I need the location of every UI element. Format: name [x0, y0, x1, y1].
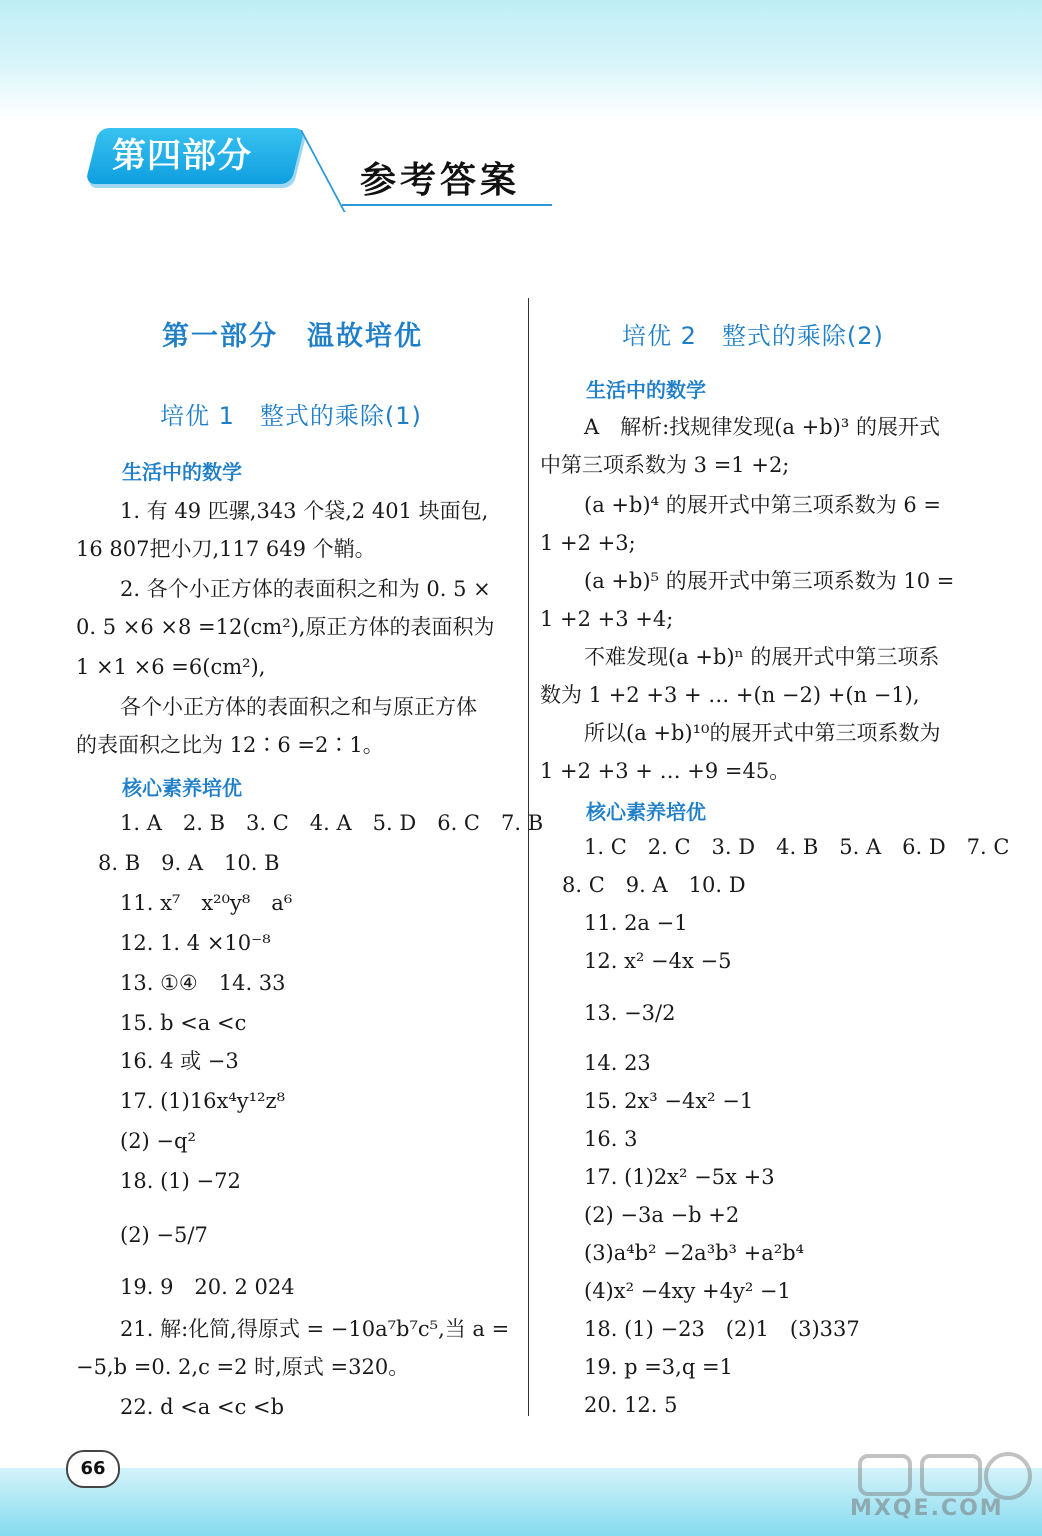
answer-line: (a +b)⁴ 的展开式中第三项系数为 6 = — [584, 493, 942, 517]
answer-line: −5,b =0. 2,c =2 时,原式 =320。 — [76, 1355, 410, 1379]
answer-line: 的表面积之比为 12∶6 =2∶1。 — [76, 733, 384, 757]
left-lesson-title: 培优 1 整式的乘除(1) — [160, 402, 422, 430]
answer-line: 0. 5 ×6 ×8 =12(cm²),原正方体的表面积为 — [76, 615, 495, 639]
title-divider-slash — [300, 130, 346, 212]
answer-line: 18. (1) −23 (2)1 (3)337 — [584, 1317, 860, 1341]
left-subheading-core: 核心素养培优 — [122, 776, 242, 800]
answer-line: 13. −3/2 — [584, 1001, 676, 1025]
answer-line: 19. p =3,q =1 — [584, 1355, 733, 1379]
answer-line: (4)x² −4xy +4y² −1 — [584, 1279, 791, 1303]
answer-line: 12. 1. 4 ×10⁻⁸ — [120, 931, 271, 955]
answer-line: 1. 有 49 匹骡,343 个袋,2 401 块面包, — [120, 499, 489, 523]
right-subheading-core: 核心素养培优 — [586, 800, 706, 824]
answer-line: 11. x⁷ x²⁰y⁸ a⁶ — [120, 891, 293, 915]
answer-line: 所以(a +b)¹⁰的展开式中第三项系数为 — [584, 721, 941, 745]
answer-line: 8. C 9. A 10. D — [562, 873, 746, 897]
answer-line: 14. 23 — [584, 1051, 651, 1075]
top-decor-band — [0, 0, 1042, 120]
answer-line: 1 +2 +3; — [540, 531, 636, 555]
answer-line: 16. 3 — [584, 1127, 638, 1151]
answer-line: 16. 4 或 −3 — [120, 1049, 239, 1073]
answer-line: 20. 12. 5 — [584, 1393, 678, 1417]
answer-line: 1. A 2. B 3. C 4. A 5. D 6. C 7. B — [120, 811, 544, 835]
title-underline — [342, 204, 552, 206]
answer-line: 中第三项系数为 3 =1 +2; — [540, 453, 790, 477]
answer-line: 1 +2 +3 + … +9 =45。 — [540, 759, 791, 783]
answer-line: 各个小正方体的表面积之和与原正方体 — [120, 695, 477, 719]
answer-line: 15. 2x³ −4x² −1 — [584, 1089, 754, 1113]
answer-line: 1. C 2. C 3. D 4. B 5. A 6. D 7. C — [584, 835, 1010, 859]
answer-line: 18. (1) −72 — [120, 1169, 241, 1193]
answer-line: 不难发现(a +b)ⁿ 的展开式中第三项系 — [584, 645, 940, 669]
answer-line: 21. 解:化简,得原式 = −10a⁷b⁷c⁵,当 a = — [120, 1317, 510, 1341]
right-lesson-title: 培优 2 整式的乘除(2) — [622, 322, 884, 350]
answer-line: 数为 1 +2 +3 + … +(n −2) +(n −1), — [540, 683, 920, 707]
part-badge-label: 第四部分 — [112, 136, 252, 176]
answer-line: 17. (1)16x⁴y¹²z⁸ — [120, 1089, 285, 1113]
answer-line: (2) −5/7 — [120, 1223, 208, 1247]
answer-line: (2) −q² — [120, 1129, 196, 1153]
answer-line: 16 807把小刀,117 649 个鞘。 — [76, 537, 376, 561]
page-number: 66 — [66, 1450, 120, 1488]
answer-line: 12. x² −4x −5 — [584, 949, 732, 973]
answer-line: 19. 9 20. 2 024 — [120, 1275, 295, 1299]
answer-line: 1 ×1 ×6 =6(cm²), — [76, 655, 266, 679]
watermark-text: MXQE.COM — [850, 1496, 1004, 1521]
answer-line: 22. d <a <c <b — [120, 1395, 285, 1419]
answer-line: (2) −3a −b +2 — [584, 1203, 740, 1227]
answer-line: 15. b <a <c — [120, 1011, 247, 1035]
right-subheading-life-math: 生活中的数学 — [586, 378, 706, 402]
left-subheading-life-math: 生活中的数学 — [122, 460, 242, 484]
answer-line: 17. (1)2x² −5x +3 — [584, 1165, 775, 1189]
answer-line: 11. 2a −1 — [584, 911, 688, 935]
answer-line: 1 +2 +3 +4; — [540, 607, 674, 631]
answer-line: 13. ①④ 14. 33 — [120, 971, 286, 995]
answer-line: (a +b)⁵ 的展开式中第三项系数为 10 = — [584, 569, 955, 593]
column-divider — [528, 298, 529, 1416]
left-part-title: 第一部分 温故培优 — [162, 321, 423, 352]
answer-line: 8. B 9. A 10. B — [98, 851, 280, 875]
answer-line: (3)a⁴b² −2a³b³ +a²b⁴ — [584, 1241, 805, 1265]
answer-line: A 解析:找规律发现(a +b)³ 的展开式 — [584, 415, 940, 439]
section-title: 参考答案 — [360, 160, 521, 201]
answer-line: 2. 各个小正方体的表面积之和为 0. 5 × — [120, 577, 491, 601]
